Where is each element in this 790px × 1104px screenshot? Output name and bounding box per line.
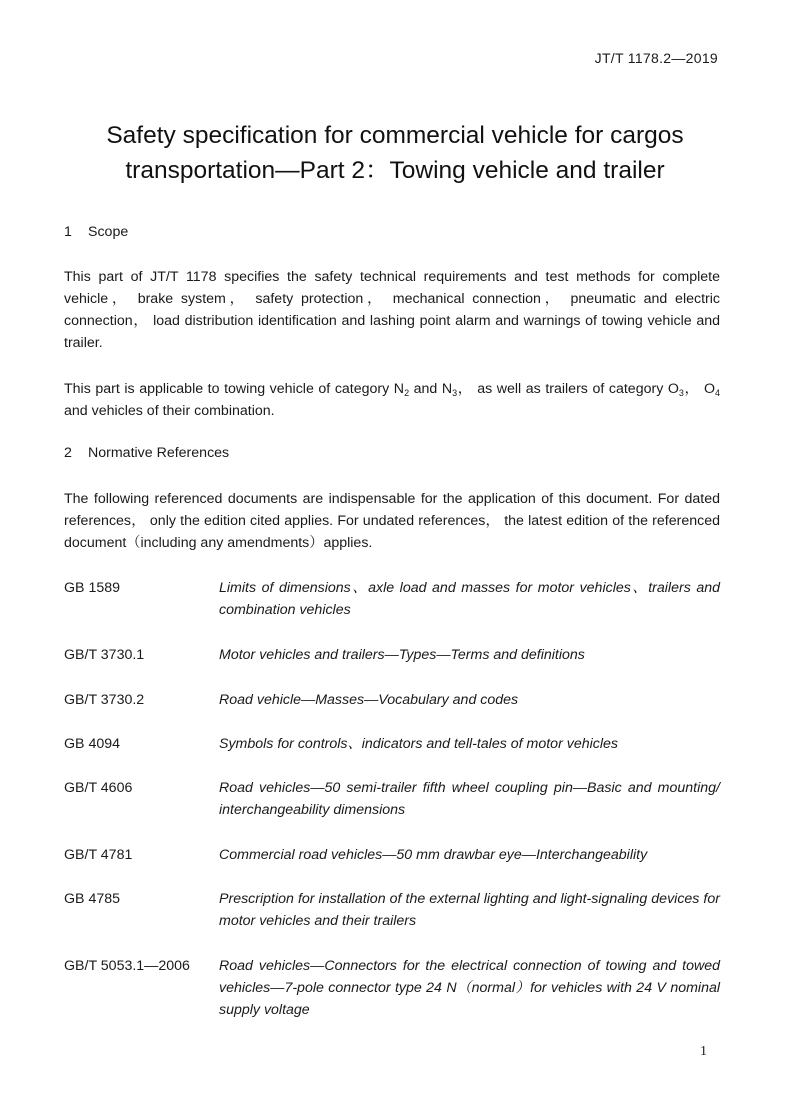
reference-code: GB 4094 [64, 736, 121, 752]
reference-entry [64, 689, 720, 711]
reference-entry [64, 777, 720, 821]
applicability-text: and vehicles of their combination. [64, 403, 275, 419]
section-heading-scope [64, 224, 128, 240]
reference-code: GB/T 3730.1 [64, 647, 145, 663]
applicability-paragraph [64, 378, 720, 422]
subscript: 4 [714, 388, 720, 398]
subscript: 3 [678, 388, 684, 398]
reference-code: GB/T 4781 [64, 847, 133, 863]
reference-title: Motor vehicles and trailers—Types—Terms and definitions [219, 647, 585, 663]
subscript: 3 [452, 388, 458, 398]
title-line-1: Safety specification for commercial vehicle for cargos [106, 122, 684, 149]
section-number: 2 [64, 445, 72, 461]
scope-paragraph: This part of JT/T 1178 specifies the safety technical requirements and test methods for complete vehicle， brake system， safety protection， mechanical connection， pneumatic and electric connection， load distribution identification and lashing point alarm and warnings of towing vehicle and trailer. [64, 269, 720, 351]
reference-entry [64, 733, 720, 755]
references-intro-paragraph: The following referenced documents are indispensable for the application of this document. For dated references， only the edition cited applies. For undated references， the latest edition of the referenced document（including any amendments）applies. [64, 491, 720, 551]
document-code: JT/T 1178.2—2019 [594, 50, 718, 66]
reference-title: Prescription for installation of the external lighting and light-signaling devices for motor vehicles and their trailers [219, 891, 720, 929]
section-number: 1 [64, 224, 72, 240]
reference-code: GB/T 5053.1—2006 [64, 958, 190, 974]
reference-code: GB/T 4606 [64, 780, 133, 796]
reference-title: Road vehicle—Masses—Vocabulary and codes [219, 692, 519, 708]
applicability-text: This part is applicable to towing vehicle of category N [64, 381, 405, 397]
reference-code: GB 1589 [64, 580, 121, 596]
reference-entry [64, 644, 720, 666]
reference-entry [64, 844, 720, 866]
applicability-text: ， as well as trailers of category O [457, 381, 679, 397]
section-title: Normative References [88, 445, 230, 461]
reference-entry [64, 577, 720, 621]
subscript: 2 [404, 388, 410, 398]
document-title [40, 118, 750, 188]
reference-title: Symbols for controls、indicators and tell-tales of motor vehicles [219, 736, 618, 752]
reference-code: GB/T 3730.2 [64, 692, 145, 708]
applicability-text: and N [409, 381, 453, 397]
reference-title: Limits of dimensions、axle load and masses for motor vehicles、trailers and combination vehicles [219, 580, 720, 618]
reference-entry [64, 888, 720, 932]
applicability-text: ， O [683, 381, 715, 397]
reference-entry [64, 955, 720, 1021]
section-heading-normative-references [64, 445, 229, 461]
reference-code: GB 4785 [64, 891, 121, 907]
reference-title: Road vehicles—50 semi-trailer fifth wheel coupling pin—Basic and mounting/ interchangeability dimensions [219, 780, 720, 818]
reference-title: Commercial road vehicles—50 mm drawbar eye—Interchangeability [219, 847, 648, 863]
reference-title: Road vehicles—Connectors for the electrical connection of towing and towed vehicles—7-pole connector type 24 N（normal）for vehicles with 24 V nominal supply voltage [219, 958, 720, 1018]
title-line-2: transportation—Part 2：Towing vehicle and trailer [125, 157, 665, 184]
section-title: Scope [88, 224, 129, 240]
page-number: 1 [700, 1044, 707, 1059]
